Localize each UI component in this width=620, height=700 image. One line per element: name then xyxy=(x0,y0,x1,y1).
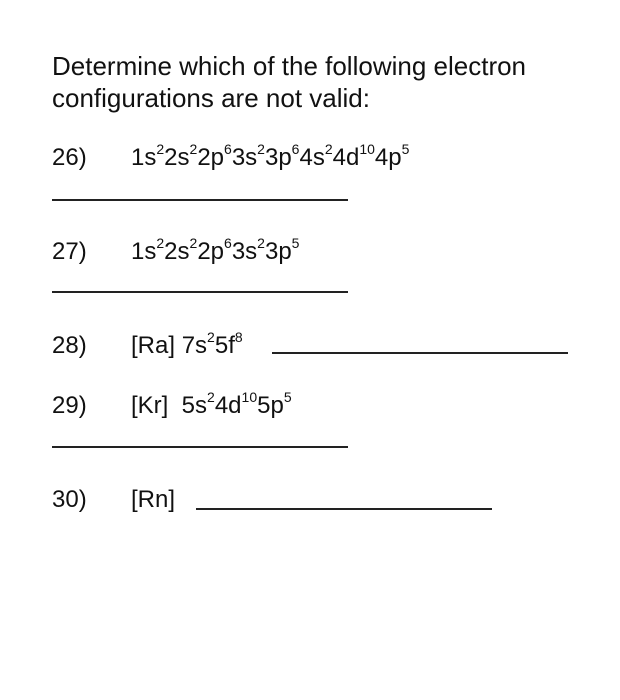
orbital-label: 4s xyxy=(299,144,325,171)
orbital-term xyxy=(231,235,265,265)
electron-count: 6 xyxy=(291,141,300,157)
configuration-core: [Rn] xyxy=(131,486,176,513)
orbital-label: 7s xyxy=(181,332,208,359)
orbital-term xyxy=(214,329,243,359)
electron-count: 2 xyxy=(189,235,198,251)
electron-configuration xyxy=(131,330,243,362)
question-number: 28) xyxy=(52,332,87,359)
orbital-label: 2p xyxy=(197,144,225,171)
orbital-term xyxy=(264,141,300,171)
electron-count: 2 xyxy=(257,235,265,251)
electron-count: 2 xyxy=(324,141,333,157)
electron-count: 8 xyxy=(234,329,243,345)
prompt xyxy=(52,50,592,114)
electron-count: 2 xyxy=(156,141,165,157)
orbital-label: 2s xyxy=(164,144,190,171)
electron-configuration xyxy=(131,390,292,422)
orbital-label: 3p xyxy=(264,144,292,171)
orbital-label: 2p xyxy=(197,238,225,265)
orbital-label: 5p xyxy=(257,392,284,419)
orbital-label: 5s xyxy=(181,392,208,419)
orbital-term xyxy=(181,329,215,359)
configuration-core: [Kr] xyxy=(131,392,182,419)
question-number: 26) xyxy=(52,144,87,171)
electron-configuration xyxy=(131,484,175,516)
orbital-term xyxy=(131,235,165,265)
electron-count: 2 xyxy=(207,389,215,405)
orbital-label: 1s xyxy=(131,144,157,171)
orbital-label: 4d xyxy=(214,392,242,419)
electron-count: 5 xyxy=(401,141,410,157)
orbital-label: 3s xyxy=(231,238,258,265)
answer-blank-28[interactable] xyxy=(272,352,568,354)
prompt-line-2: configurations are not valid: xyxy=(52,83,370,113)
orbital-term xyxy=(164,235,198,265)
electron-count: 2 xyxy=(156,235,165,251)
electron-count: 2 xyxy=(257,141,265,157)
electron-count: 10 xyxy=(241,389,258,405)
orbital-label: 3s xyxy=(231,144,258,171)
prompt-line-1: Determine which of the following electron xyxy=(52,51,527,81)
answer-blank-30[interactable] xyxy=(196,508,492,510)
orbital-term xyxy=(131,141,165,171)
orbital-term xyxy=(197,141,232,171)
orbital-label: 4d xyxy=(332,144,360,171)
orbital-term xyxy=(257,389,292,419)
orbital-term xyxy=(197,235,232,265)
electron-count: 5 xyxy=(291,235,300,251)
electron-count: 5 xyxy=(283,389,292,405)
orbital-label: 3p xyxy=(264,238,292,265)
orbital-label: 2s xyxy=(164,238,190,265)
question-number: 27) xyxy=(52,238,87,265)
electron-count: 6 xyxy=(224,235,232,251)
answer-blank-27[interactable] xyxy=(52,291,348,293)
electron-count: 2 xyxy=(189,141,198,157)
orbital-term xyxy=(332,141,375,171)
answer-blank-29[interactable] xyxy=(52,446,348,448)
orbital-label: 4p xyxy=(374,144,402,171)
orbital-term xyxy=(181,389,215,419)
orbital-label: 5f xyxy=(214,332,235,359)
configuration-core: [Ra] xyxy=(131,332,182,359)
orbital-term xyxy=(214,389,258,419)
electron-configuration xyxy=(131,236,299,268)
orbital-term xyxy=(299,141,333,171)
question-number: 30) xyxy=(52,486,87,513)
electron-configuration xyxy=(131,142,409,174)
answer-blank-26[interactable] xyxy=(52,199,348,201)
electron-count: 2 xyxy=(207,329,215,345)
question-number: 29) xyxy=(52,392,87,419)
orbital-label: 1s xyxy=(131,238,157,265)
electron-count: 6 xyxy=(224,141,232,157)
orbital-term xyxy=(264,235,300,265)
orbital-term xyxy=(374,141,410,171)
orbital-term xyxy=(164,141,198,171)
electron-count: 10 xyxy=(359,141,375,157)
orbital-term xyxy=(231,141,265,171)
